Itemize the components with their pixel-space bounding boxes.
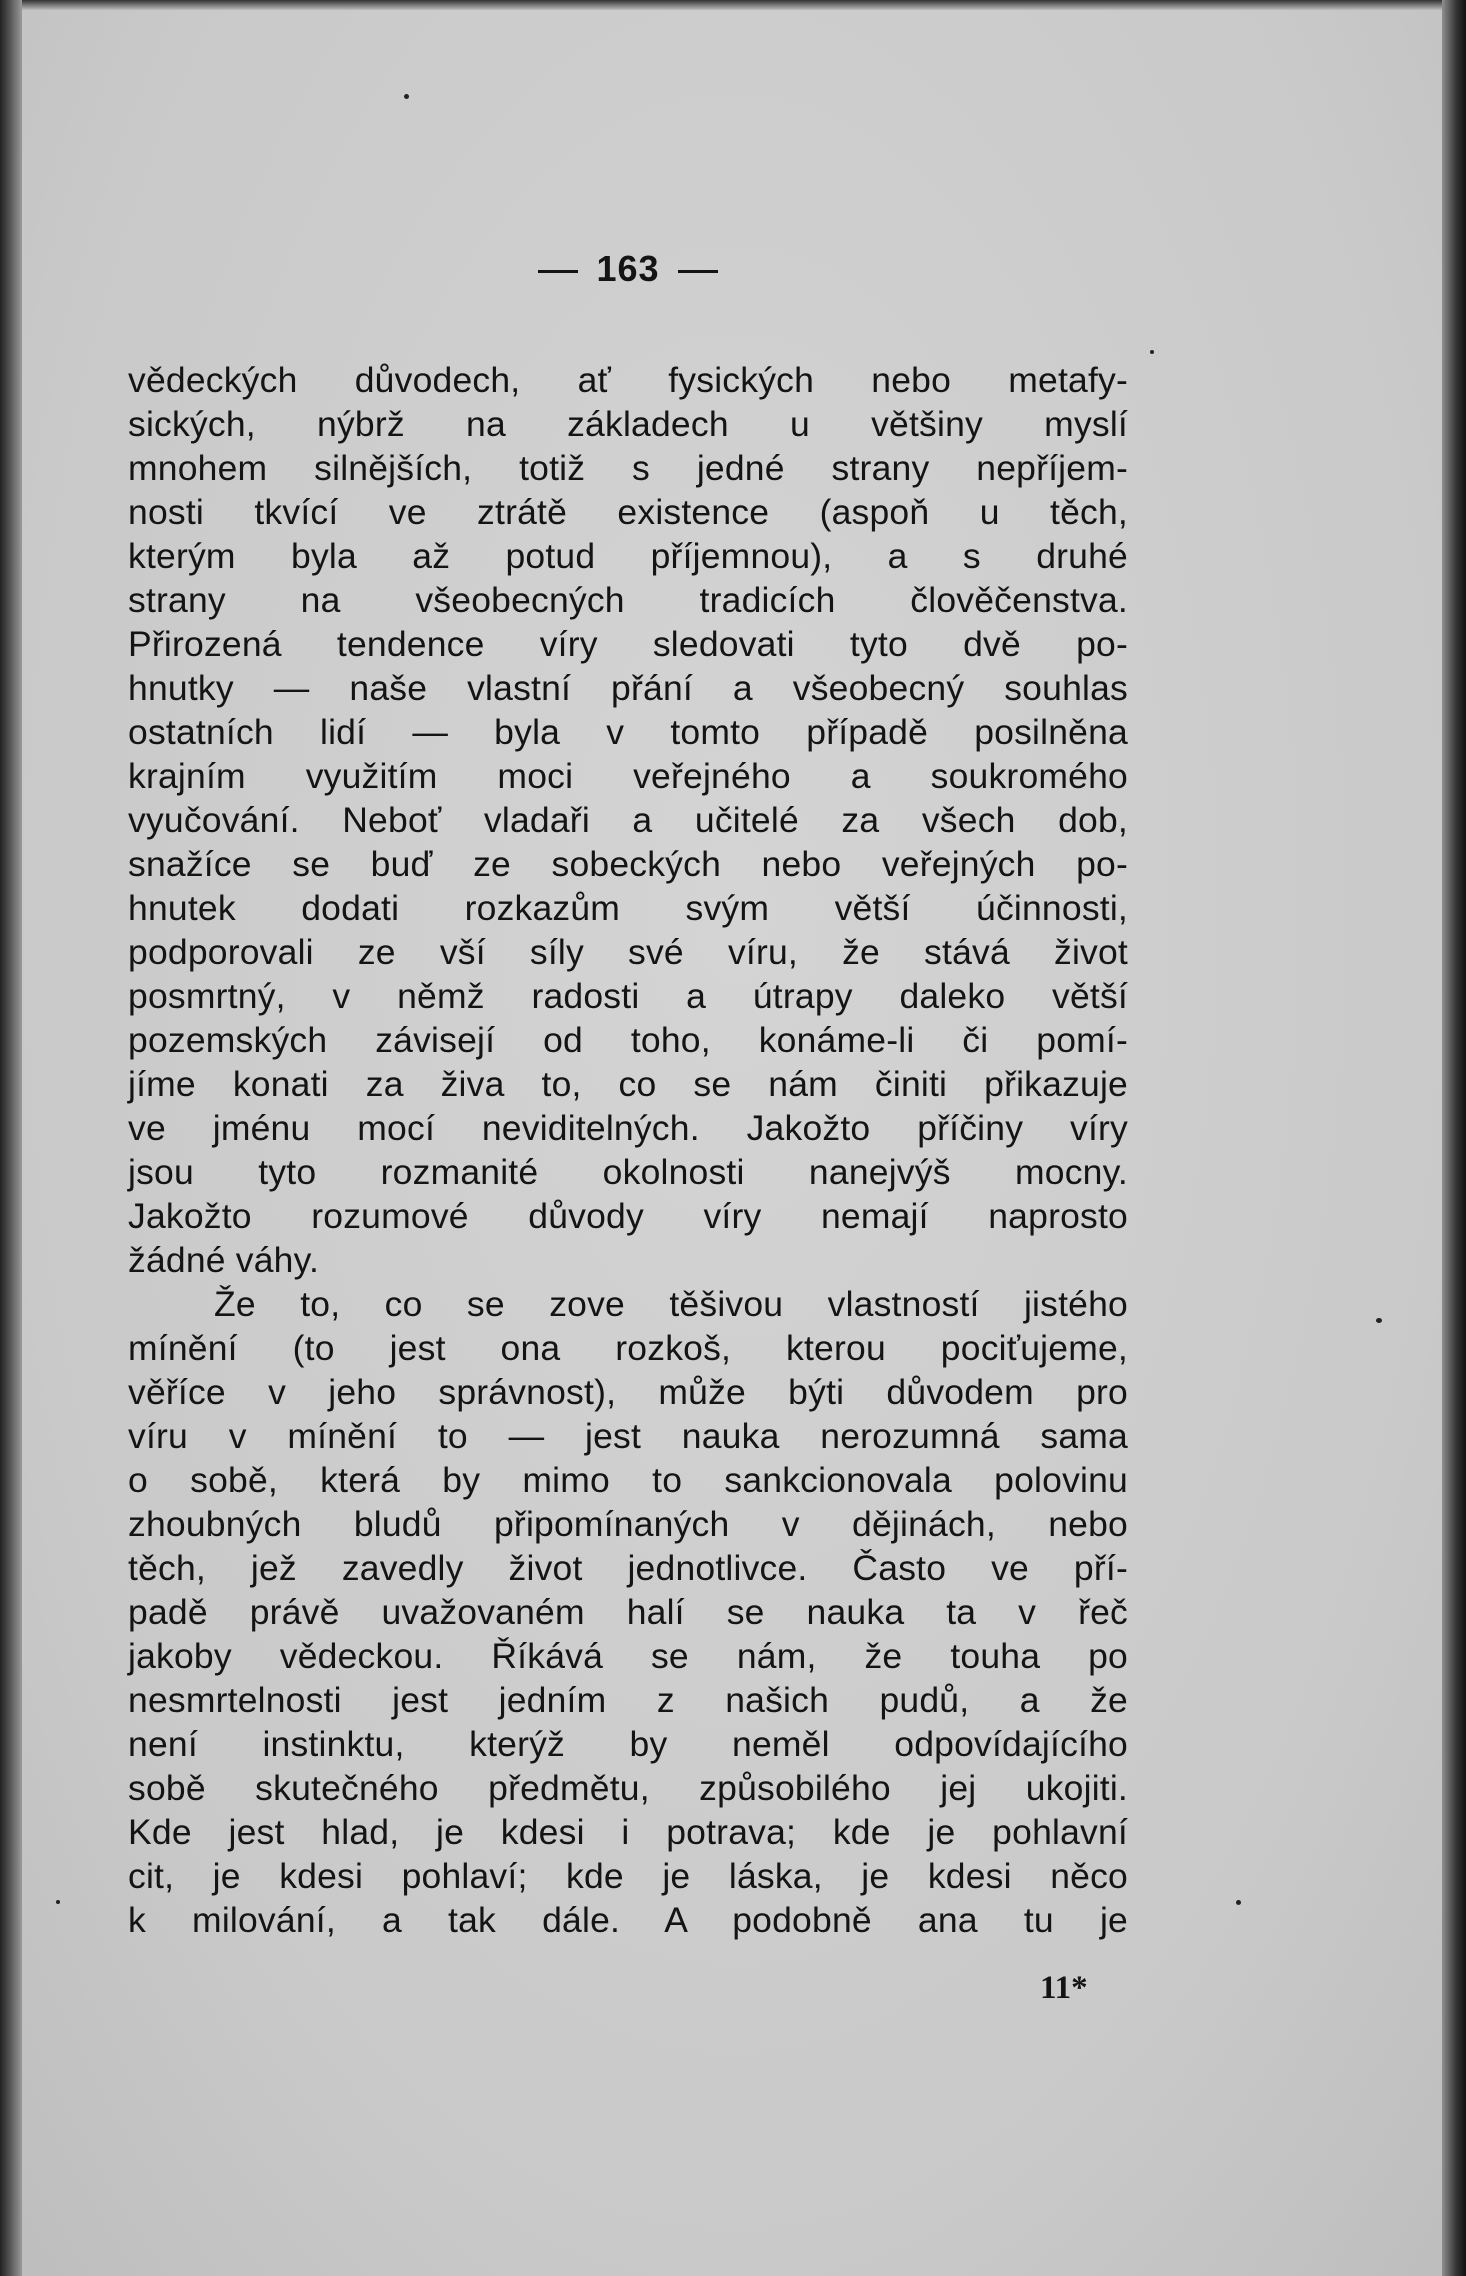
text-line: Přirozená tendence víry sledovati tyto dvě po- xyxy=(128,624,1128,664)
text-line: zhoubných bludů připomínaných v dějinách, nebo xyxy=(128,1504,1128,1544)
text-line: ve jménu mocí neviditelných. Jakožto příčiny víry xyxy=(128,1108,1128,1148)
text-line: k milování, a tak dále. A podobně ana tu je xyxy=(128,1900,1128,1940)
text-line: krajním využitím moci veřejného a soukromého xyxy=(128,756,1128,796)
text-line: vyučování. Neboť vladaři a učitelé za všech dob, xyxy=(128,800,1128,840)
page-edge-left xyxy=(0,0,22,2276)
text-line: mnohem silnějších, totiž s jedné strany nepříjem- xyxy=(128,448,1128,488)
scan-speck xyxy=(1150,350,1154,354)
text-line: strany na všeobecných tradicích člověčenstva. xyxy=(128,580,1128,620)
text-line: nesmrtelnosti jest jedním z našich pudů, a že xyxy=(128,1680,1128,1720)
text-line: sobě skutečného předmětu, způsobilého jej ukojiti. xyxy=(128,1768,1128,1808)
text-line: cit, je kdesi pohlaví; kde je láska, je kdesi něco xyxy=(128,1856,1128,1896)
text-line: žádné váhy. xyxy=(128,1240,320,1280)
text-line: jakoby vědeckou. Říkává se nám, že touha po xyxy=(128,1636,1128,1676)
dash-right xyxy=(678,270,718,273)
page-edge-right xyxy=(1442,0,1466,2276)
text-line: jíme konati za živa to, co se nám činiti přikazuje xyxy=(128,1064,1128,1104)
text-line: snažíce se buď ze sobeckých nebo veřejných po- xyxy=(128,844,1128,884)
text-line: pozemských závisejí od toho, konáme-li či pomí- xyxy=(128,1020,1128,1060)
scan-speck xyxy=(56,1900,60,1904)
dash-left xyxy=(538,270,578,273)
text-line: padě právě uvažovaném halí se nauka ta v řeč xyxy=(128,1592,1128,1632)
text-line: sických, nýbrž na základech u většiny myslí xyxy=(128,404,1128,444)
text-line: hnutky — naše vlastní přání a všeobecný souhlas xyxy=(128,668,1128,708)
signature-mark: 11* xyxy=(1040,1970,1088,2006)
text-line-paragraph-start: Že to, co se zove těšivou vlastností jistého xyxy=(214,1284,1128,1324)
scan-speck xyxy=(1376,1318,1382,1323)
text-line: nosti tkvící ve ztrátě existence (aspoň u těch, xyxy=(128,492,1128,532)
text-line: víru v mínění to — jest nauka nerozumná sama xyxy=(128,1416,1128,1456)
text-line: vědeckých důvodech, ať fysických nebo metafy- xyxy=(128,360,1128,400)
text-line: Jakožto rozumové důvody víry nemají naprosto xyxy=(128,1196,1128,1236)
text-line: věříce v jeho správnost), může býti důvodem pro xyxy=(128,1372,1128,1412)
text-line: ostatních lidí — byla v tomto případě posilněna xyxy=(128,712,1128,752)
page-edge-top xyxy=(0,0,1466,10)
text-line: mínění (to jest ona rozkoš, kterou pociťujeme, xyxy=(128,1328,1128,1368)
scan-speck xyxy=(404,94,409,99)
text-line: není instinktu, kterýž by neměl odpovídajícího xyxy=(128,1724,1128,1764)
scan-speck xyxy=(1236,1900,1241,1905)
text-line: podporovali ze vší síly své víru, že stává život xyxy=(128,932,1128,972)
text-line: posmrtný, v němž radosti a útrapy daleko větší xyxy=(128,976,1128,1016)
text-line: hnutek dodati rozkazům svým větší účinnosti, xyxy=(128,888,1128,928)
page-number xyxy=(128,248,1128,290)
body-text xyxy=(128,358,1128,1942)
text-line: kterým byla až potud příjemnou), a s druhé xyxy=(128,536,1128,576)
text-line: o sobě, která by mimo to sankcionovala polovinu xyxy=(128,1460,1128,1500)
page-number-text: 163 xyxy=(596,248,660,289)
text-line: jsou tyto rozmanité okolnosti nanejvýš mocny. xyxy=(128,1152,1128,1192)
text-line: Kde jest hlad, je kdesi i potrava; kde je pohlavní xyxy=(128,1812,1128,1852)
text-line: těch, jež zavedly život jednotlivce. Často ve pří- xyxy=(128,1548,1128,1588)
